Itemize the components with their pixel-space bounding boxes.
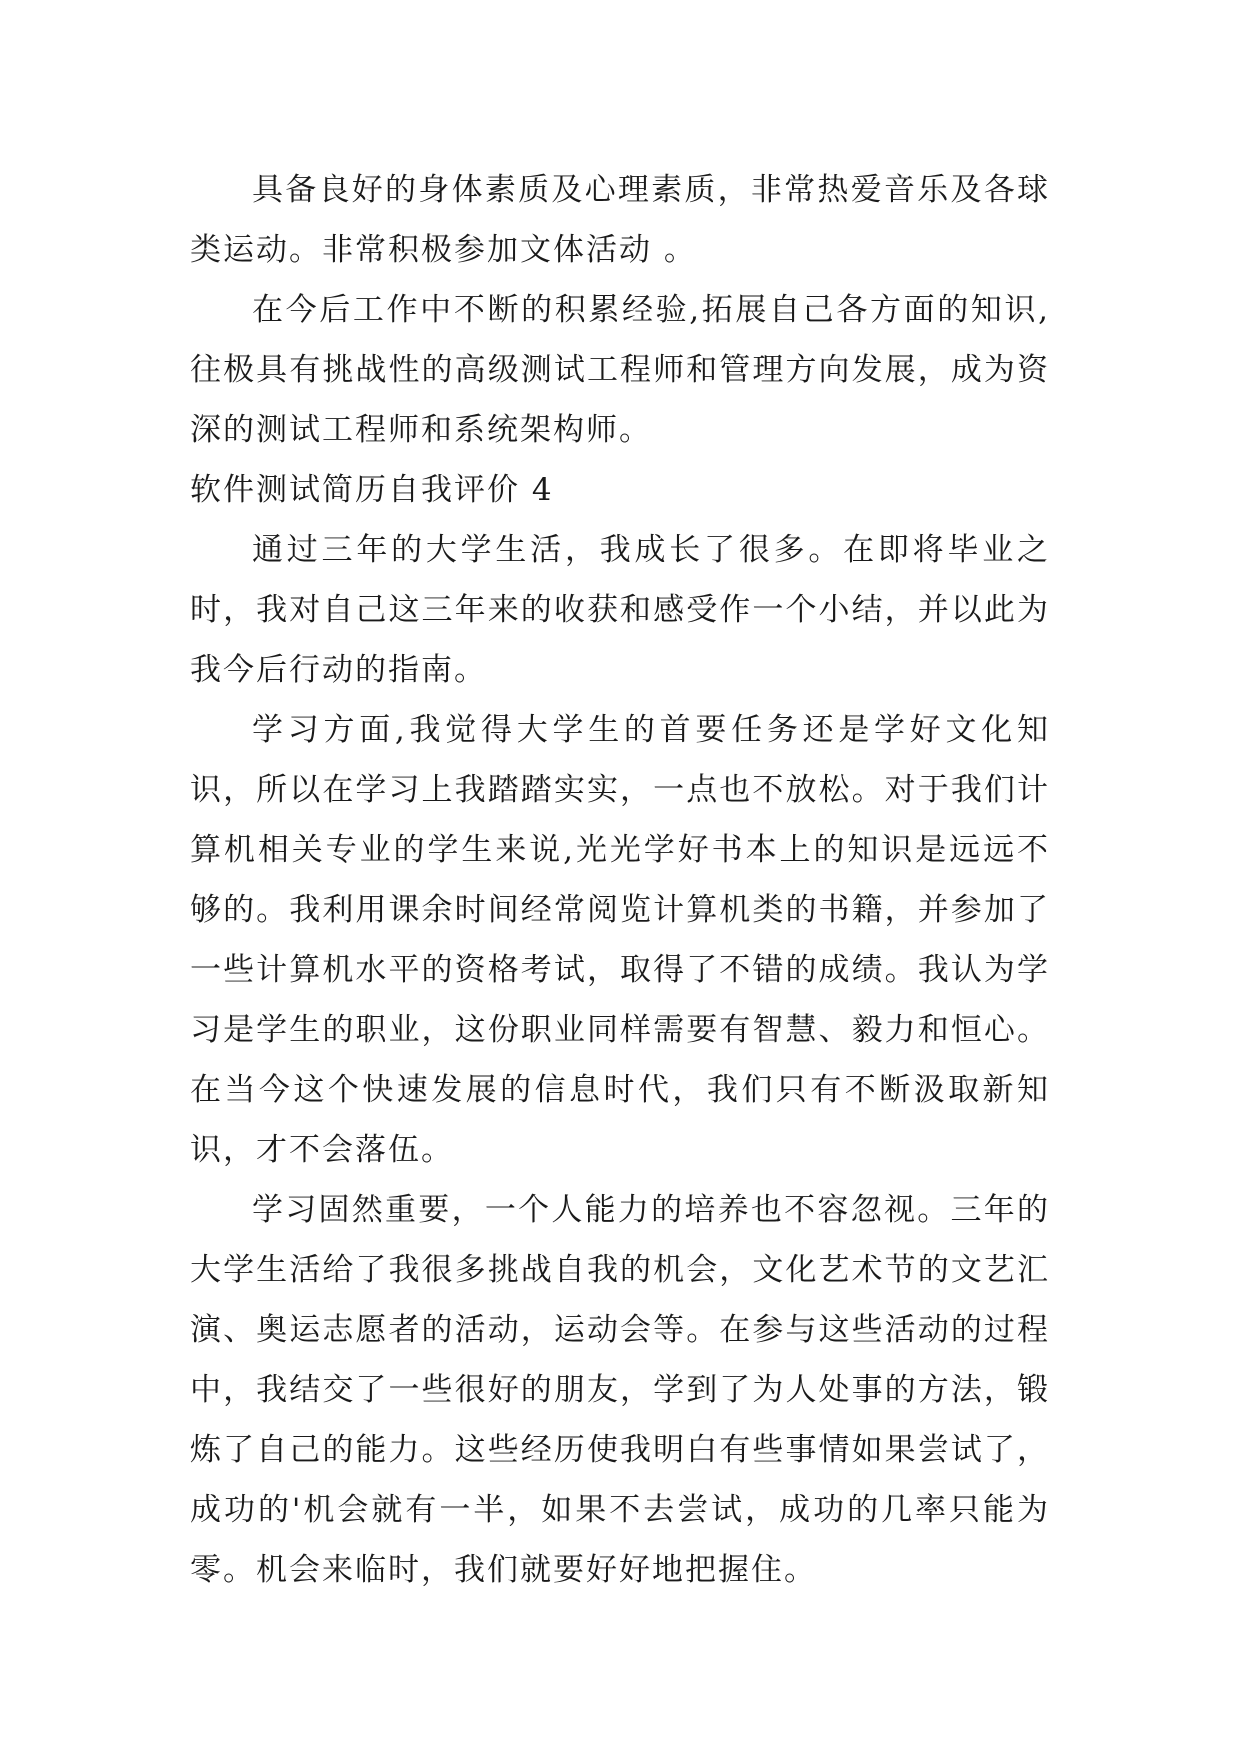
paragraph: 通过三年的大学生活，我成长了很多。在即将毕业之时，我对自己这三年来的收获和感受作一个小结，并以此为我今后行动的指南。 [190, 532, 1050, 688]
section-heading: 软件测试简历自我评价 4 [190, 472, 554, 508]
paragraph: 在今后工作中不断的积累经验,拓展自己各方面的知识,往极具有挑战性的高级测试工程师和管理方向发展，成为资深的测试工程师和系统架构师。 [190, 292, 1050, 448]
paragraph: 学习方面,我觉得大学生的首要任务还是学好文化知识，所以在学习上我踏踏实实，一点也不放松。对于我们计算机相关专业的学生来说,光光学好书本上的知识是远远不够的。我利用课余时间经常阅览计算机类的书籍，并参加了一些计算机水平的资格考试，取得了不错的成绩。我认为学习是学生的职业，这份职业同样需要有智慧、毅力和恒心。在当今这个快速发展的信息时代，我们只有不断汲取新知识，才不会落伍。 [190, 712, 1050, 1168]
paragraph: 学习固然重要，一个人能力的培养也不容忽视。三年的大学生活给了我很多挑战自我的机会，文化艺术节的文艺汇演、奥运志愿者的活动，运动会等。在参与这些活动的过程中，我结交了一些很好的朋友，学到了为人处事的方法，锻炼了自己的能力。这些经历使我明白有些事情如果尝试了，成功的'机会就有一半，如果不去尝试，成功的几率只能为零。机会来临时，我们就要好好地把握住。 [190, 1192, 1050, 1588]
document-body [190, 160, 1050, 1600]
paragraph: 具备良好的身体素质及心理素质，非常热爱音乐及各球类运动。非常积极参加文体活动 。 [190, 172, 1050, 268]
